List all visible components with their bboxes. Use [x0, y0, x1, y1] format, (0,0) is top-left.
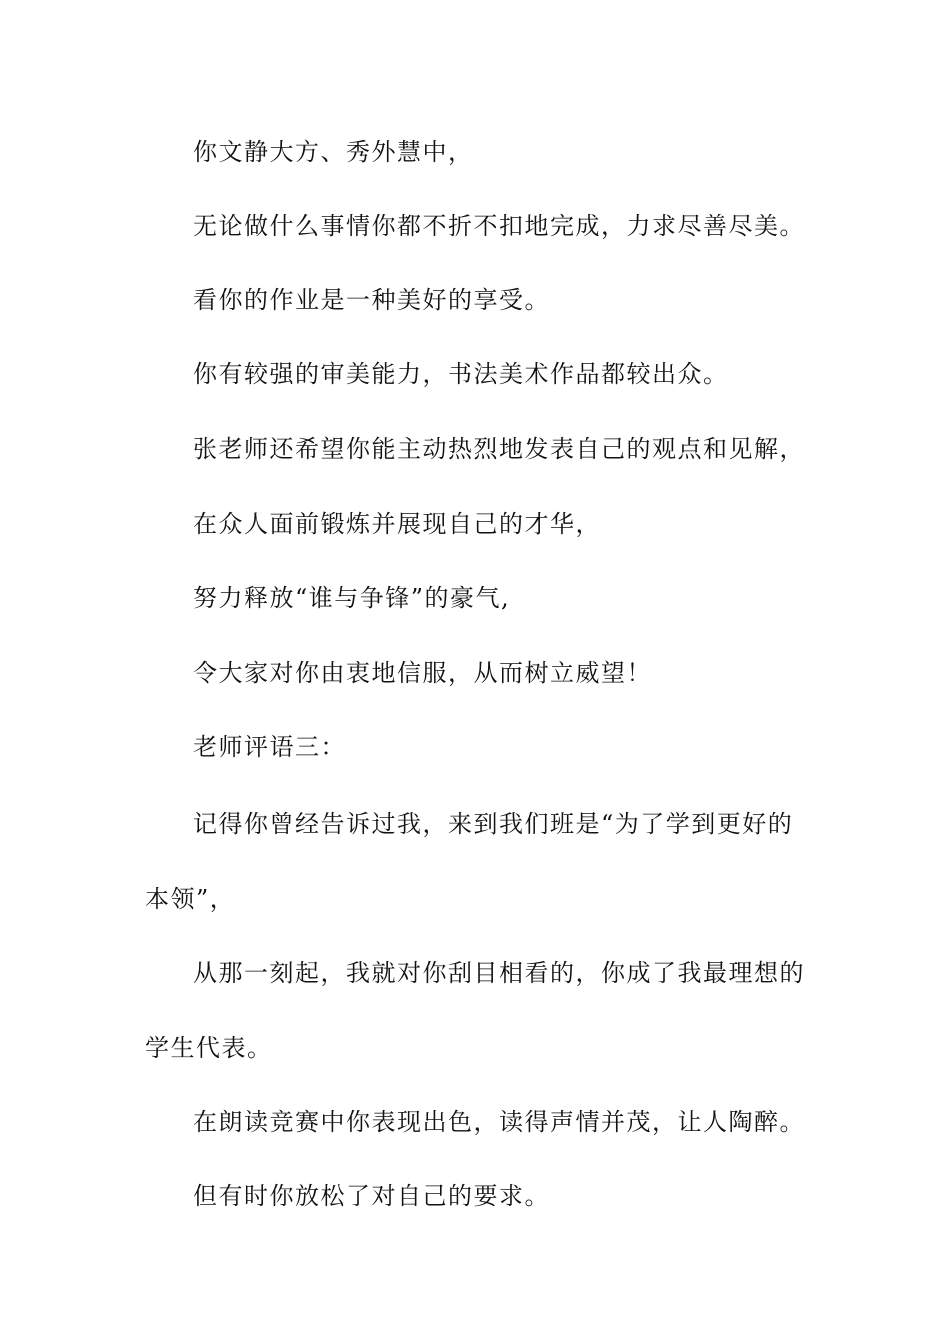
paragraph: 从那一刻起，我就对你刮目相看的，你成了我最理想的学生代表。 — [145, 959, 805, 1062]
paragraph: 但有时你放松了对自己的要求。 — [193, 1182, 550, 1210]
paragraph: 张老师还希望你能主动热烈地发表自己的观点和见解， — [193, 435, 805, 463]
paragraph: 你文静大方、秀外慧中， — [193, 138, 474, 166]
section-heading: 老师评语三： — [193, 733, 346, 761]
paragraph: 在朗读竞赛中你表现出色，读得声情并茂，让人陶醉。 — [193, 1108, 805, 1136]
paragraph: 看你的作业是一种美好的享受。 — [193, 286, 550, 314]
paragraph: 你有较强的审美能力，书法美术作品都较出众。 — [193, 360, 729, 388]
paragraph: 无论做什么事情你都不折不扣地完成，力求尽善尽美。 — [193, 212, 805, 240]
paragraph: 记得你曾经告诉过我，来到我们班是“为了学到更好的本领”， — [145, 810, 794, 913]
paragraph: 令大家对你由衷地信服，从而树立威望！ — [193, 659, 652, 687]
paragraph: 努力释放“谁与争锋”的豪气, — [193, 584, 511, 612]
paragraph: 在众人面前锻炼并展现自己的才华， — [193, 510, 601, 538]
